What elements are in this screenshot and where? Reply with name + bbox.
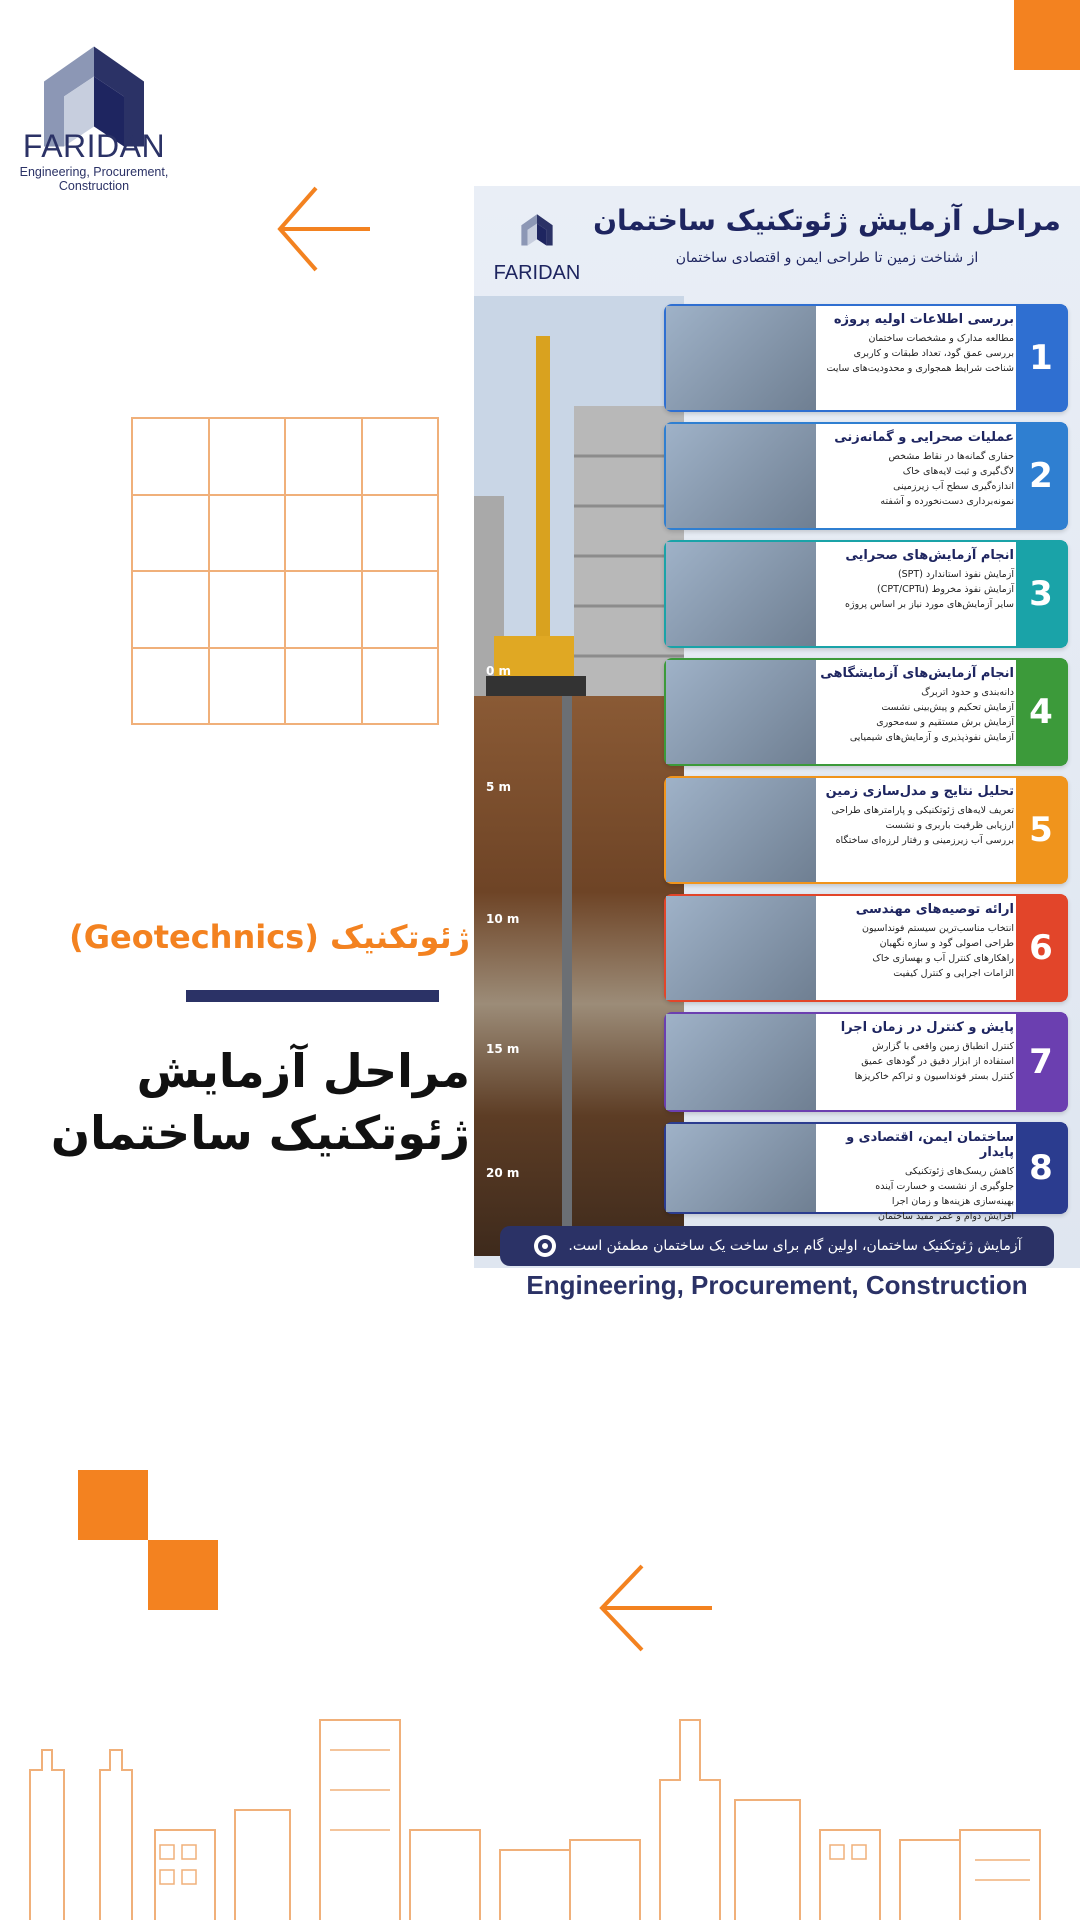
- step-card-2: [664, 422, 1068, 530]
- arrow-left-icon: [276, 184, 372, 280]
- step-item: انتخاب مناسب‌ترین سیستم فونداسیون: [862, 923, 1014, 934]
- step-item: افزایش دوام و عمر مفید ساختمان: [878, 1211, 1014, 1222]
- step-title: ساختمان ایمن، اقتصادی و پایدار: [846, 1130, 1014, 1160]
- step-text: [818, 312, 1014, 376]
- step-number: 4: [1016, 660, 1066, 764]
- depth-15: 15 m: [486, 1042, 520, 1056]
- step-item: تعریف لایه‌های ژئوتکنیکی و پارامترهای طراحی: [831, 805, 1014, 816]
- step-item: لاگ‌گیری و ثبت لایه‌های خاک: [902, 466, 1014, 477]
- step-card-8: [664, 1122, 1068, 1222]
- step-title: بررسی اطلاعات اولیه پروژه: [833, 312, 1014, 327]
- step-item: آزمایش نفوذپذیری و آزمایش‌های شیمیایی: [849, 732, 1014, 743]
- depth-0: 0 m: [486, 664, 512, 678]
- step-item: راهکارهای کنترل آب و بهسازی خاک: [872, 953, 1014, 964]
- step-item: شناخت شرایط همجواری و محدودیت‌های سایت: [826, 363, 1014, 374]
- step-photo: [666, 660, 816, 764]
- step-item: نمونه‌برداری دست‌نخورده و آشفته: [880, 496, 1014, 507]
- footer-tagline: Engineering, Procurement, Construction: [526, 1270, 1028, 1300]
- step-card-5: [664, 776, 1068, 884]
- step-photo: [666, 424, 816, 528]
- poster-subtitle: از شناخت زمین تا طراحی ایمن و اقتصادی ساختمان: [675, 250, 979, 266]
- step-item: کنترل بستر فونداسیون و تراکم خاکریزها: [854, 1071, 1014, 1082]
- step-item: بررسی عمق گود، تعداد طبقات و کاربری: [853, 348, 1014, 359]
- depth-5: 5 m: [486, 780, 512, 794]
- step-item: حفاری گمانه‌ها در نقاط مشخص: [888, 451, 1014, 462]
- poster-footer: [500, 1226, 1054, 1266]
- step-text: [818, 430, 1014, 509]
- arrow-left-icon-bottom: [598, 1562, 714, 1658]
- step-number: 1: [1016, 306, 1066, 410]
- step-number: 2: [1016, 424, 1066, 528]
- step-photo: [666, 306, 816, 410]
- step-title: انجام آزمایش‌های صحرایی: [845, 548, 1014, 563]
- step-text: [818, 1020, 1014, 1084]
- main-title-line2: ژئوتکنیک ساختمان: [50, 1106, 470, 1160]
- step-item: آزمایش تحکیم و پیش‌بینی نشست: [881, 702, 1014, 713]
- subtitle: ژئوتکنیک (Geotechnics): [69, 918, 470, 956]
- step-text: [818, 666, 1014, 745]
- step-text: [818, 548, 1014, 612]
- step-item: جلوگیری از نشست و خسارت آینده: [875, 1181, 1014, 1192]
- step-card-7: [664, 1012, 1068, 1112]
- step-number: 8: [1016, 1124, 1066, 1212]
- poster-logo-text: FARIDAN: [493, 262, 581, 284]
- decor-square-2: [148, 1540, 218, 1610]
- main-title-line1: مراحل آزمایش: [136, 1044, 470, 1098]
- brand-tagline-2: Construction: [58, 179, 130, 193]
- depth-10: 10 m: [486, 912, 520, 926]
- step-card-1: [664, 304, 1068, 412]
- step-number: 7: [1016, 1014, 1066, 1110]
- step-title: تحلیل نتایج و مدل‌سازی زمین: [825, 784, 1014, 799]
- step-item: کنترل انطباق زمین واقعی با گزارش: [872, 1041, 1014, 1052]
- decor-grid: [131, 417, 439, 725]
- step-photo: [666, 1014, 816, 1110]
- infographic-poster: [474, 186, 1080, 1268]
- step-card-4: [664, 658, 1068, 766]
- step-number: 5: [1016, 778, 1066, 882]
- step-item: استفاده از ابزار دقیق در گودهای عمیق: [861, 1056, 1014, 1067]
- brand-tagline-1: Engineering, Procurement,: [19, 165, 169, 179]
- poster-footer-text: آزمایش ژئوتکنیک ساختمان، اولین گام برای ساخت یک ساختمان مطمئن است.: [568, 1238, 1022, 1254]
- step-text: [818, 784, 1014, 848]
- step-item: بررسی آب زیرزمینی و رفتار لرزه‌ای ساختگاه: [835, 835, 1014, 846]
- decor-square-top: [1014, 0, 1080, 70]
- step-item: اندازه‌گیری سطح آب زیرزمینی: [893, 481, 1014, 492]
- step-text: [818, 1130, 1014, 1224]
- step-photo: [666, 896, 816, 1000]
- step-text: [818, 902, 1014, 981]
- step-item: بهینه‌سازی هزینه‌ها و زمان اجرا: [891, 1196, 1014, 1207]
- step-item: آزمایش نفوذ استاندارد (SPT): [897, 569, 1014, 580]
- step-item: دانه‌بندی و حدود اتربرگ: [921, 687, 1014, 698]
- poster-title: مراحل آزمایش ژئوتکنیک ساختمان: [593, 204, 1061, 237]
- brand-block: [14, 128, 174, 193]
- step-title: انجام آزمایش‌های آزمایشگاهی: [820, 666, 1014, 681]
- step-card-6: [664, 894, 1068, 1002]
- decor-square-1: [78, 1470, 148, 1540]
- step-item: آزمایش نفوذ مخروط (CPT/CPTu): [877, 584, 1014, 595]
- divider-bar: [186, 990, 439, 1002]
- step-item: مطالعه مدارک و مشخصات ساختمان: [868, 333, 1014, 344]
- step-title: پایش و کنترل در زمان اجرا: [840, 1020, 1014, 1035]
- step-photo: [666, 1124, 816, 1212]
- step-title: عملیات صحرایی و گمانه‌زنی: [834, 430, 1014, 445]
- step-item: ارزیابی ظرفیت باربری و نشست: [885, 820, 1014, 831]
- brand-name: FARIDAN: [22, 128, 166, 164]
- step-item: الزامات اجرایی و کنترل کیفیت: [893, 968, 1014, 979]
- depth-20: 20 m: [486, 1166, 520, 1180]
- step-photo: [666, 542, 816, 646]
- poster-logo-icon: [512, 206, 562, 260]
- step-photo: [666, 778, 816, 882]
- step-item: طراحی اصولی گود و سازه نگهبان: [879, 938, 1014, 949]
- step-card-3: [664, 540, 1068, 648]
- step-number: 6: [1016, 896, 1066, 1000]
- target-icon: [532, 1233, 558, 1259]
- step-title: ارائه توصیه‌های مهندسی: [855, 902, 1014, 917]
- step-item: سایر آزمایش‌های مورد نیاز بر اساس پروژه: [845, 599, 1014, 610]
- drilling-rig-illustration: [474, 296, 684, 1256]
- main-title: [20, 1040, 470, 1164]
- step-item: کاهش ریسک‌های ژئوتکنیکی: [904, 1166, 1014, 1177]
- step-number: 3: [1016, 542, 1066, 646]
- city-skyline-decor: [0, 1680, 1080, 1920]
- step-item: آزمایش برش مستقیم و سه‌محوری: [876, 717, 1014, 728]
